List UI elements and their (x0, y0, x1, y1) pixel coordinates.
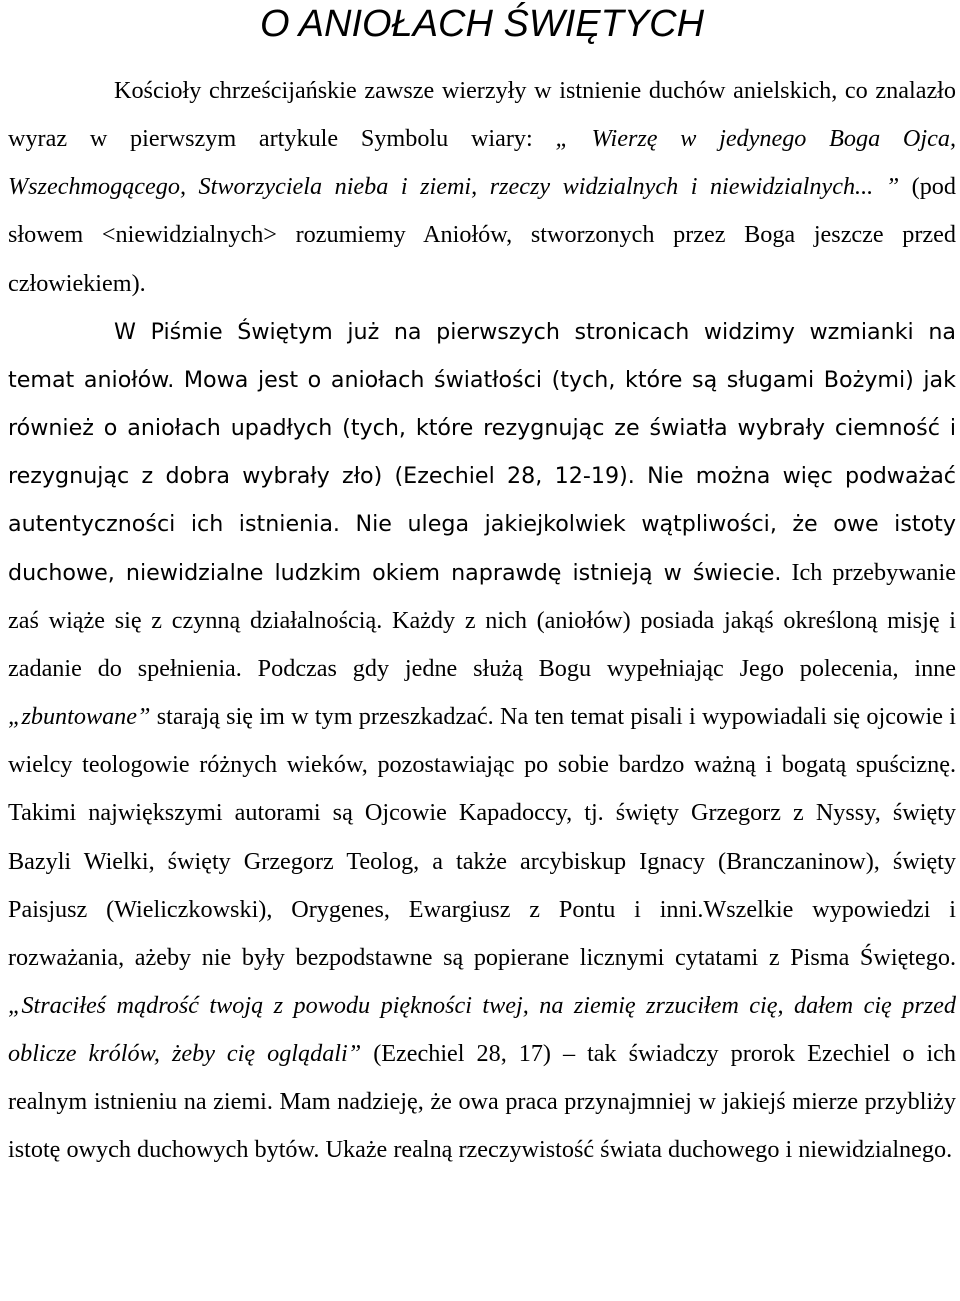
paragraph-1-text-start: Kościoły chrześcijańskie zawsze wierzyły w istnienie duchów anielskich, co znalazło wyraz w pierwszym artykule Symbolu wiary: (8, 77, 956, 153)
paragraph-2-sans-text: W Piśmie Świętym już na pierwszych stronicach widzimy wzmianki na temat aniołów. Mowa jest o aniołach światłości (tych, które są sługami Bożymi) jak również o aniołach upadłych (tych, które rezygnując ze światła wybrały ciemność i rezygnując z dobra wybrały zło) (Ezechiel 28, 12-19). Nie można więc podważać autentyczności ich istnienia. Nie ulega jakiejkolwiek wątpliwości, że owe istoty duchowe, niewidzialne ludzkim okiem naprawdę istnieją w świecie. (8, 318, 956, 586)
paragraph-2 (8, 308, 956, 1175)
paragraph-1 (8, 67, 956, 308)
paragraph-1-text-end: (pod słowem <niewidzialnych> rozumiemy Aniołów, stworzonych przez Boga jeszcze przed człowiekiem). (8, 173, 956, 297)
ezekiel-quote: „Straciłeś mądrość twoją z powodu piękności twej, na ziemię zrzuciłem cię, dałem cię przed oblicze królów, żeby cię oglądali” (8, 991, 956, 1068)
paragraph-2-text-a: Ich przebywanie zaś wiąże się z czynną działalnością. Każdy z nich (aniołów) posiada jakąś określoną misję i zadanie do spełnienia. Podczas gdy jedne służą Bogu wypełniając Jego polecenia, inne (8, 558, 956, 682)
creed-quote: „ Wierzę w jedynego Boga Ojca, Wszechmogącego, Stworzyciela nieba i ziemi, rzeczy widzialnych i niewidzialnych... ” (8, 125, 956, 201)
paragraph-2-text-c: (Ezechiel 28, 17) – tak świadczy prorok Ezechiel o ich realnym istnieniu na ziemi. Mam nadzieję, że owa praca przynajmniej w jakiejś mierze przybliży istotę owych duchowych bytów. Ukaże realną rzeczywistość świata duchowego i niewidzialnego. (8, 1040, 956, 1164)
document-title: O ANIOŁACH ŚWIĘTYCH (259, 3, 705, 45)
document-page (8, 0, 956, 1175)
rebellious-quote: „zbuntowane” (8, 703, 151, 731)
paragraph-2-text-b: starają się im w tym przeszkadzać. Na ten temat pisali i wypowiadali się ojcowie i wielcy teologowie różnych wieków, pozostawiając po sobie bardzo ważną i bogatą spuściznę. Takimi największymi autorami są Ojcowie Kapadoccy, tj. święty Grzegorz z Nyssy, święty Bazyli Wielki, święty Grzegorz Teolog, a także arcybiskup Ignacy (Branczaninow), święty Paisjusz (Wieliczkowski), Orygenes, Ewargiusz z Pontu i inni.Wszelkie wypowiedzi i rozważania, ażeby nie były bezpodstawne są popierane licznymi cytatami z Pisma Świętego. (8, 703, 956, 971)
